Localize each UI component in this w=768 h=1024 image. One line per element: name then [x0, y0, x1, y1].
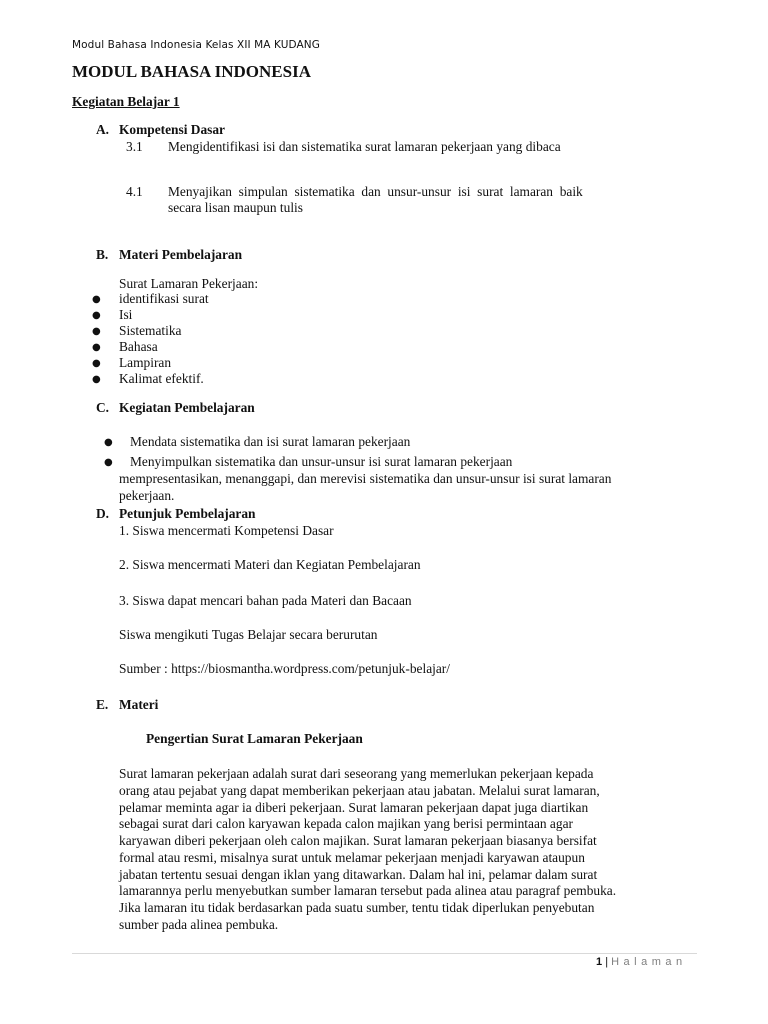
section-a-letter: A.: [96, 122, 110, 137]
competency-text: Menyajikan simpulan sistematika dan unsur-unsur isi surat lamaran baik: [168, 184, 583, 199]
competency-text: secara lisan maupun tulis: [168, 200, 303, 215]
footer-divider: [72, 953, 697, 954]
bullet-icon: ●: [92, 342, 101, 353]
section-c-heading: Kegiatan Pembelajaran: [119, 400, 255, 415]
paragraph-line: formal atau resmi, misalnya surat untuk melamar pekerjaan menjadi karyawan ataupun: [119, 849, 585, 865]
section-a-heading: Kompetensi Dasar: [119, 122, 226, 137]
activity-heading: Kegiatan Belajar 1: [72, 94, 180, 109]
bullet-icon: ●: [92, 374, 101, 385]
body-paragraph: [119, 766, 696, 934]
page-number: 1: [596, 956, 603, 968]
list-item: Lampiran: [119, 355, 172, 370]
section-e-heading: Materi: [119, 697, 159, 712]
competency-text: Mengidentifikasi isi dan sistematika surat lamaran pekerjaan yang dibaca: [168, 139, 561, 154]
list-item: Bahasa: [119, 339, 158, 354]
competency-number: 4.1: [126, 184, 143, 199]
section-b-heading: Materi Pembelajaran: [119, 247, 243, 262]
bullet-icon: ●: [104, 437, 113, 448]
materials-intro: Surat Lamaran Pekerjaan:: [119, 276, 259, 291]
instruction-step: Siswa mengikuti Tugas Belajar secara berurutan: [119, 627, 378, 642]
list-item: Kalimat efektif.: [119, 371, 204, 386]
footer-separator: |: [605, 956, 609, 968]
subheading: Pengertian Surat Lamaran Pekerjaan: [146, 731, 363, 746]
paragraph-line: karyawan diberi pekerjaan oleh calon majikan. Surat lamaran pekerjaan biasanya bersifat: [119, 833, 597, 848]
list-item-continuation: mempresentasikan, menanggapi, dan merevisi sistematika dan unsur-unsur isi surat lamaran: [119, 471, 612, 486]
list-item: Mendata sistematika dan isi surat lamaran pekerjaan: [130, 434, 411, 449]
list-item: Sistematika: [119, 323, 182, 338]
bullet-icon: ●: [92, 326, 101, 337]
page-label: Halaman: [611, 956, 687, 968]
page-footer: [596, 956, 687, 968]
running-header: Modul Bahasa Indonesia Kelas XII MA KUDANG: [72, 39, 320, 51]
section-b-letter: B.: [96, 247, 109, 262]
paragraph-line: sebagai surat dari calon karyawan kepada calon majikan yang berisi permintaan agar: [119, 816, 573, 832]
paragraph-line: pelamar meminta agar ia diberi pekerjaan. Surat lamaran pekerjaan dapat juga diartikan: [119, 799, 589, 815]
bullet-icon: ●: [92, 358, 101, 369]
source-reference: Sumber : https://biosmantha.wordpress.com/petunjuk-belajar/: [119, 661, 450, 676]
bullet-icon: ●: [92, 294, 101, 305]
instruction-step: 2. Siswa mencermati Materi dan Kegiatan Pembelajaran: [119, 557, 421, 572]
instruction-step: 1. Siswa mencermati Kompetensi Dasar: [119, 523, 334, 538]
competency-number: 3.1: [126, 139, 143, 154]
section-d-heading: Petunjuk Pembelajaran: [119, 506, 256, 521]
list-item: Isi: [119, 307, 133, 322]
bullet-icon: ●: [92, 310, 101, 321]
list-item-continuation: pekerjaan.: [119, 488, 175, 503]
paragraph-line: sumber pada alinea pembuka.: [119, 916, 279, 932]
section-c-letter: C.: [96, 400, 110, 415]
bullet-icon: ●: [104, 457, 113, 468]
list-item: identifikasi surat: [119, 291, 209, 306]
section-d-letter: D.: [96, 506, 110, 521]
list-item: Menyimpulkan sistematika dan unsur-unsur isi surat lamaran pekerjaan: [130, 454, 513, 469]
document-title: MODUL BAHASA INDONESIA: [72, 62, 311, 81]
paragraph-line: Jika lamaran itu tidak berdasarkan pada suatu sumber, tentu tidak diperlukan penyebutan: [119, 900, 595, 915]
paragraph-line: Surat lamaran pekerjaan adalah surat dari seseorang yang memerlukan pekerjaan kepada: [119, 766, 594, 781]
paragraph-line: orang atau pejabat yang dapat memberikan pekerjaan atau jabatan. Melalui surat lamaran,: [119, 782, 600, 798]
section-e-letter: E.: [96, 697, 109, 712]
paragraph-line: jabatan tertentu sesuai dengan iklan yang ditawarkan. Dalam hal ini, pelamar dalam surat: [119, 866, 598, 882]
paragraph-line: lamarannya perlu menyebutkan sumber lamaran tersebut pada alinea atau paragraf pembuka.: [119, 883, 617, 899]
instruction-step: 3. Siswa dapat mencari bahan pada Materi dan Bacaan: [119, 593, 412, 608]
